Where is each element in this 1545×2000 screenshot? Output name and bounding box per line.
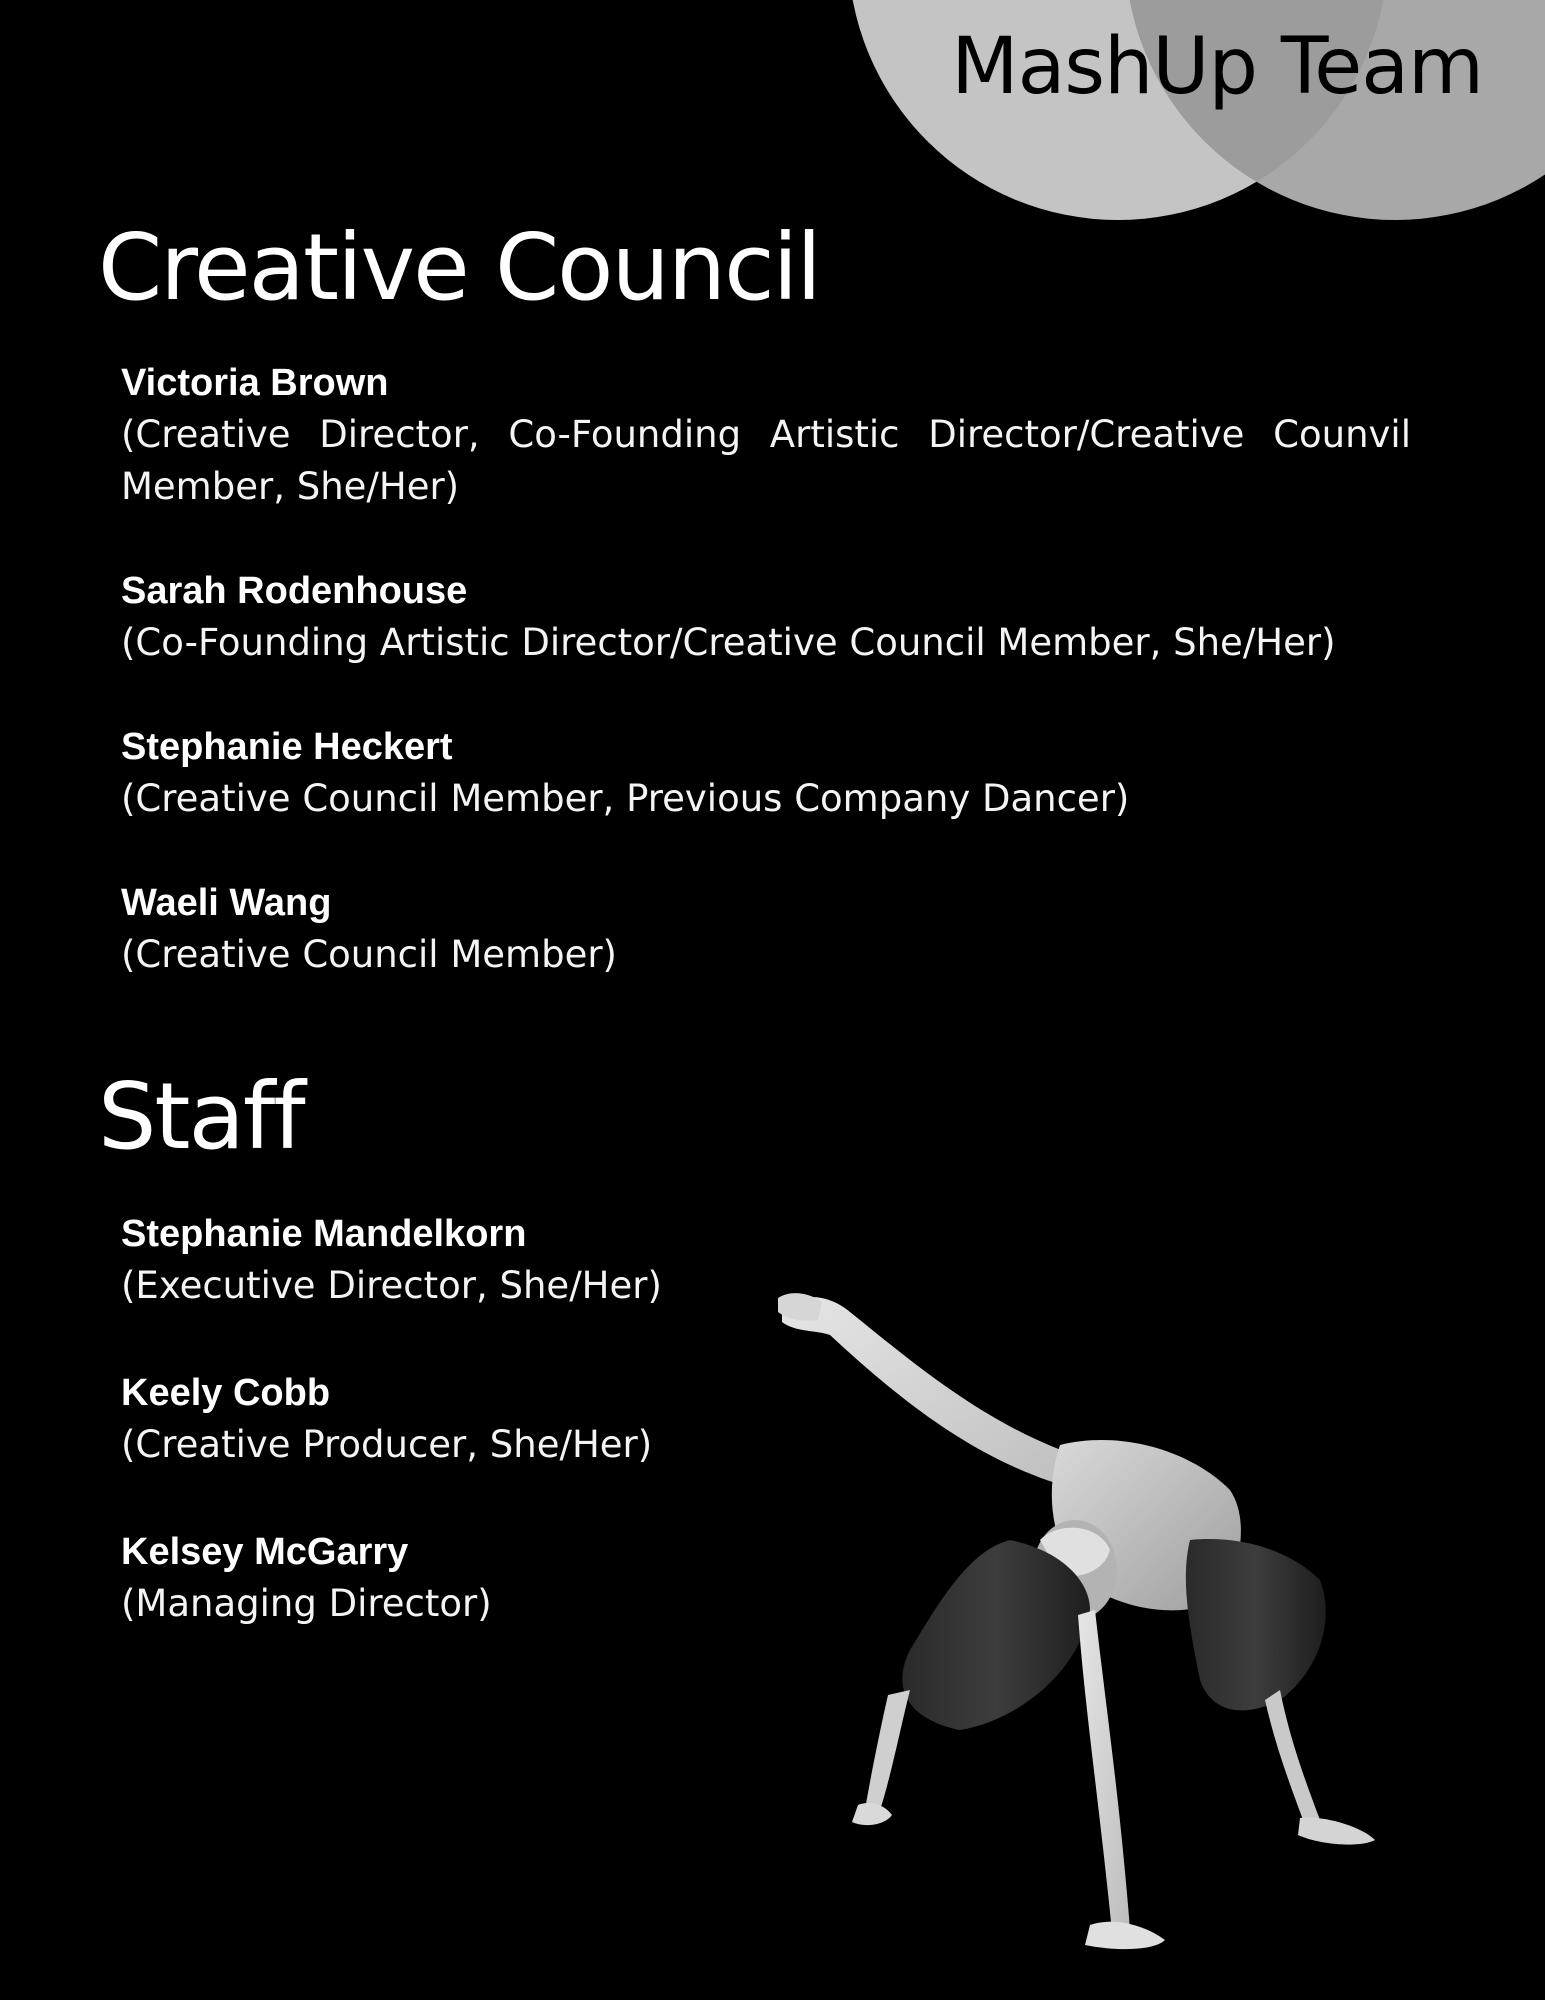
page-title: MashUp Team — [951, 22, 1483, 112]
member-name: Stephanie Heckert — [121, 726, 453, 768]
member-name: Sarah Rodenhouse — [121, 570, 468, 612]
creative-council-heading: Creative Council — [98, 214, 820, 321]
council-member-sarah-rodenhouse — [121, 565, 1411, 669]
member-role: (Creative Council Member, Previous Company Dancer) — [121, 777, 1130, 820]
member-role: (Creative Director, Co-Founding Artistic Director/Creative Counvil Member, She/Her) — [121, 413, 1411, 508]
member-role: (Executive Director, She/Her) — [121, 1264, 662, 1307]
council-member-stephanie-heckert — [121, 721, 1411, 825]
council-member-victoria-brown — [121, 357, 1411, 513]
member-name: Stephanie Mandelkorn — [121, 1213, 527, 1255]
member-name: Keely Cobb — [121, 1372, 331, 1414]
member-name: Kelsey McGarry — [121, 1531, 409, 1573]
member-name: Waeli Wang — [121, 882, 332, 924]
member-role: (Creative Council Member) — [121, 933, 617, 976]
member-role: (Creative Producer, She/Her) — [121, 1423, 653, 1466]
member-role: (Managing Director) — [121, 1582, 492, 1625]
member-role: (Co-Founding Artistic Director/Creative Council Member, She/Her) — [121, 621, 1336, 664]
staff-heading: Staff — [98, 1063, 304, 1170]
dancer-photo — [760, 1250, 1460, 1990]
council-member-waeli-wang — [121, 877, 1411, 981]
member-name: Victoria Brown — [121, 362, 389, 404]
